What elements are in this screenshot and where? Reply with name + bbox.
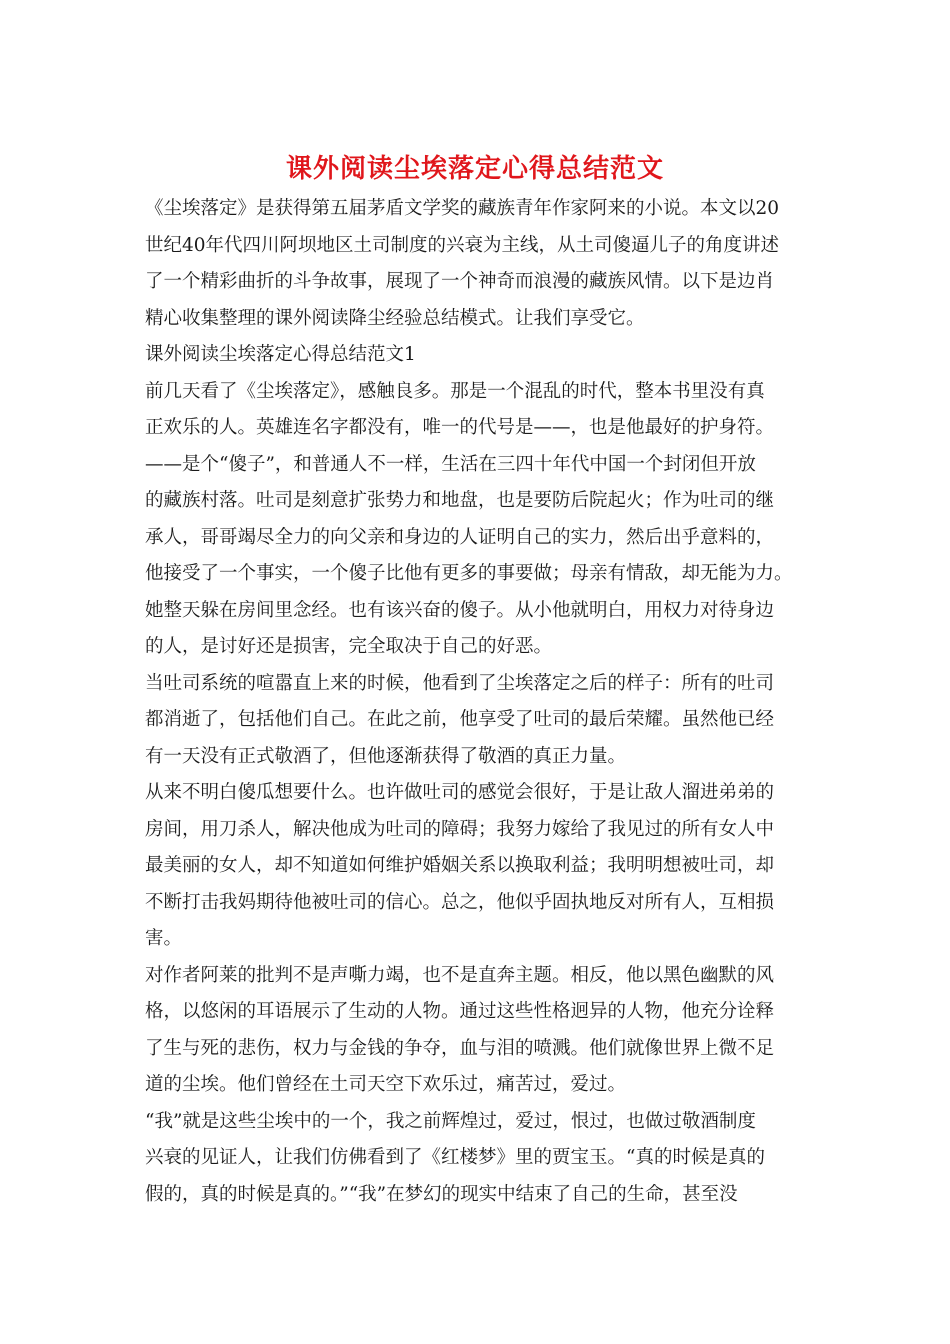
text-line: 从来不明白傻瓜想要什么。也许做吐司的感觉会很好，于是让敌人溜进弟弟的 xyxy=(145,782,775,803)
text-line: 当吐司系统的喧嚣直上来的时候，他看到了尘埃落定之后的样子：所有的吐司 xyxy=(145,672,775,694)
text-line: 《尘埃落定》是获得第五届茅盾文学奖的藏族青年作家阿来的小说。本文以20 xyxy=(145,198,780,219)
text-line: 有一天没有正式敬酒了，但他逐渐获得了敬酒的真正力量。 xyxy=(145,745,627,767)
text-line: 道的尘埃。他们曾经在土司天空下欢乐过，痛苦过，爱过。 xyxy=(145,1074,627,1095)
text-line: “我”就是这些尘埃中的一个，我之前辉煌过，爱过，恨过，也做过敬酒制度 xyxy=(145,1110,756,1132)
text-line: 承人，哥哥竭尽全力的向父亲和身边的人证明自己的实力，然后出乎意料的， xyxy=(145,526,775,548)
text-line: 精心收集整理的课外阅读降尘经验总结模式。让我们享受它。 xyxy=(145,307,645,329)
text-line: 对作者阿莱的批判不是声嘶力竭，也不是直奔主题。相反，他以黑色幽默的风 xyxy=(145,964,775,986)
text-line: 世纪40年代四川阿坝地区土司制度的兴衰为主线，从土司傻逼儿子的角度讲述 xyxy=(145,234,780,256)
text-line: 前几天看了《尘埃落定》，感触良多。那是一个混乱的时代，整本书里没有真 xyxy=(145,380,765,402)
text-line: 房间，用刀杀人，解决他成为吐司的障碍；我努力嫁给了我见过的所有女人中 xyxy=(145,818,775,840)
text-line: 了一个精彩曲折的斗争故事，展现了一个神奇而浪漫的藏族风情。以下是边肖 xyxy=(145,271,775,292)
text-line: 格，以悠闲的耳语展示了生动的人物。通过这些性格迥异的人物，他充分诠释 xyxy=(145,1001,775,1022)
text-line: 他接受了一个事实，一个傻子比他有更多的事要做；母亲有情敌，却无能为力。 xyxy=(145,563,793,584)
text-line: 假的，真的时候是真的。”“我”在梦幻的现实中结束了自己的生命，甚至没 xyxy=(145,1183,738,1205)
text-line: 都消逝了，包括他们自己。在此之前，他享受了吐司的最后荣耀。虽然他已经 xyxy=(145,709,775,730)
text-line: 兴衰的见证人，让我们仿佛看到了《红楼梦》里的贾宝玉。“真的时候是真的 xyxy=(145,1147,765,1168)
text-line: 的人，是讨好还是损害，完全取决于自己的好恶。 xyxy=(145,636,553,657)
text-line: 的藏族村落。吐司是刻意扩张势力和地盘，也是要防后院起火；作为吐司的继 xyxy=(145,490,775,511)
document-title: 课外阅读尘埃落定心得总结范文 xyxy=(285,154,664,184)
text-line: 害。 xyxy=(145,928,183,949)
document-body xyxy=(145,191,811,1213)
text-line: 不断打击我妈期待他被吐司的信心。总之，他似乎固执地反对所有人，互相损 xyxy=(145,891,775,913)
text-line: 她整天躲在房间里念经。也有该兴奋的傻子。从小他就明白，用权力对待身边 xyxy=(145,599,775,621)
section-heading: 课外阅读尘埃落定心得总结范文1 xyxy=(145,344,416,365)
text-line: ——是个“傻子”，和普通人不一样，生活在三四十年代中国一个封闭但开放 xyxy=(145,453,756,475)
text-line: 了生与死的悲伤，权力与金钱的争夺，血与泪的喷溅。他们就像世界上微不足 xyxy=(145,1037,775,1059)
text-line: 最美丽的女人，却不知道如何维护婚姻关系以换取利益；我明明想被吐司，却 xyxy=(145,855,775,876)
text-line: 正欢乐的人。英雄连名字都没有，唯一的代号是——，也是他最好的护身符。 xyxy=(145,417,775,438)
